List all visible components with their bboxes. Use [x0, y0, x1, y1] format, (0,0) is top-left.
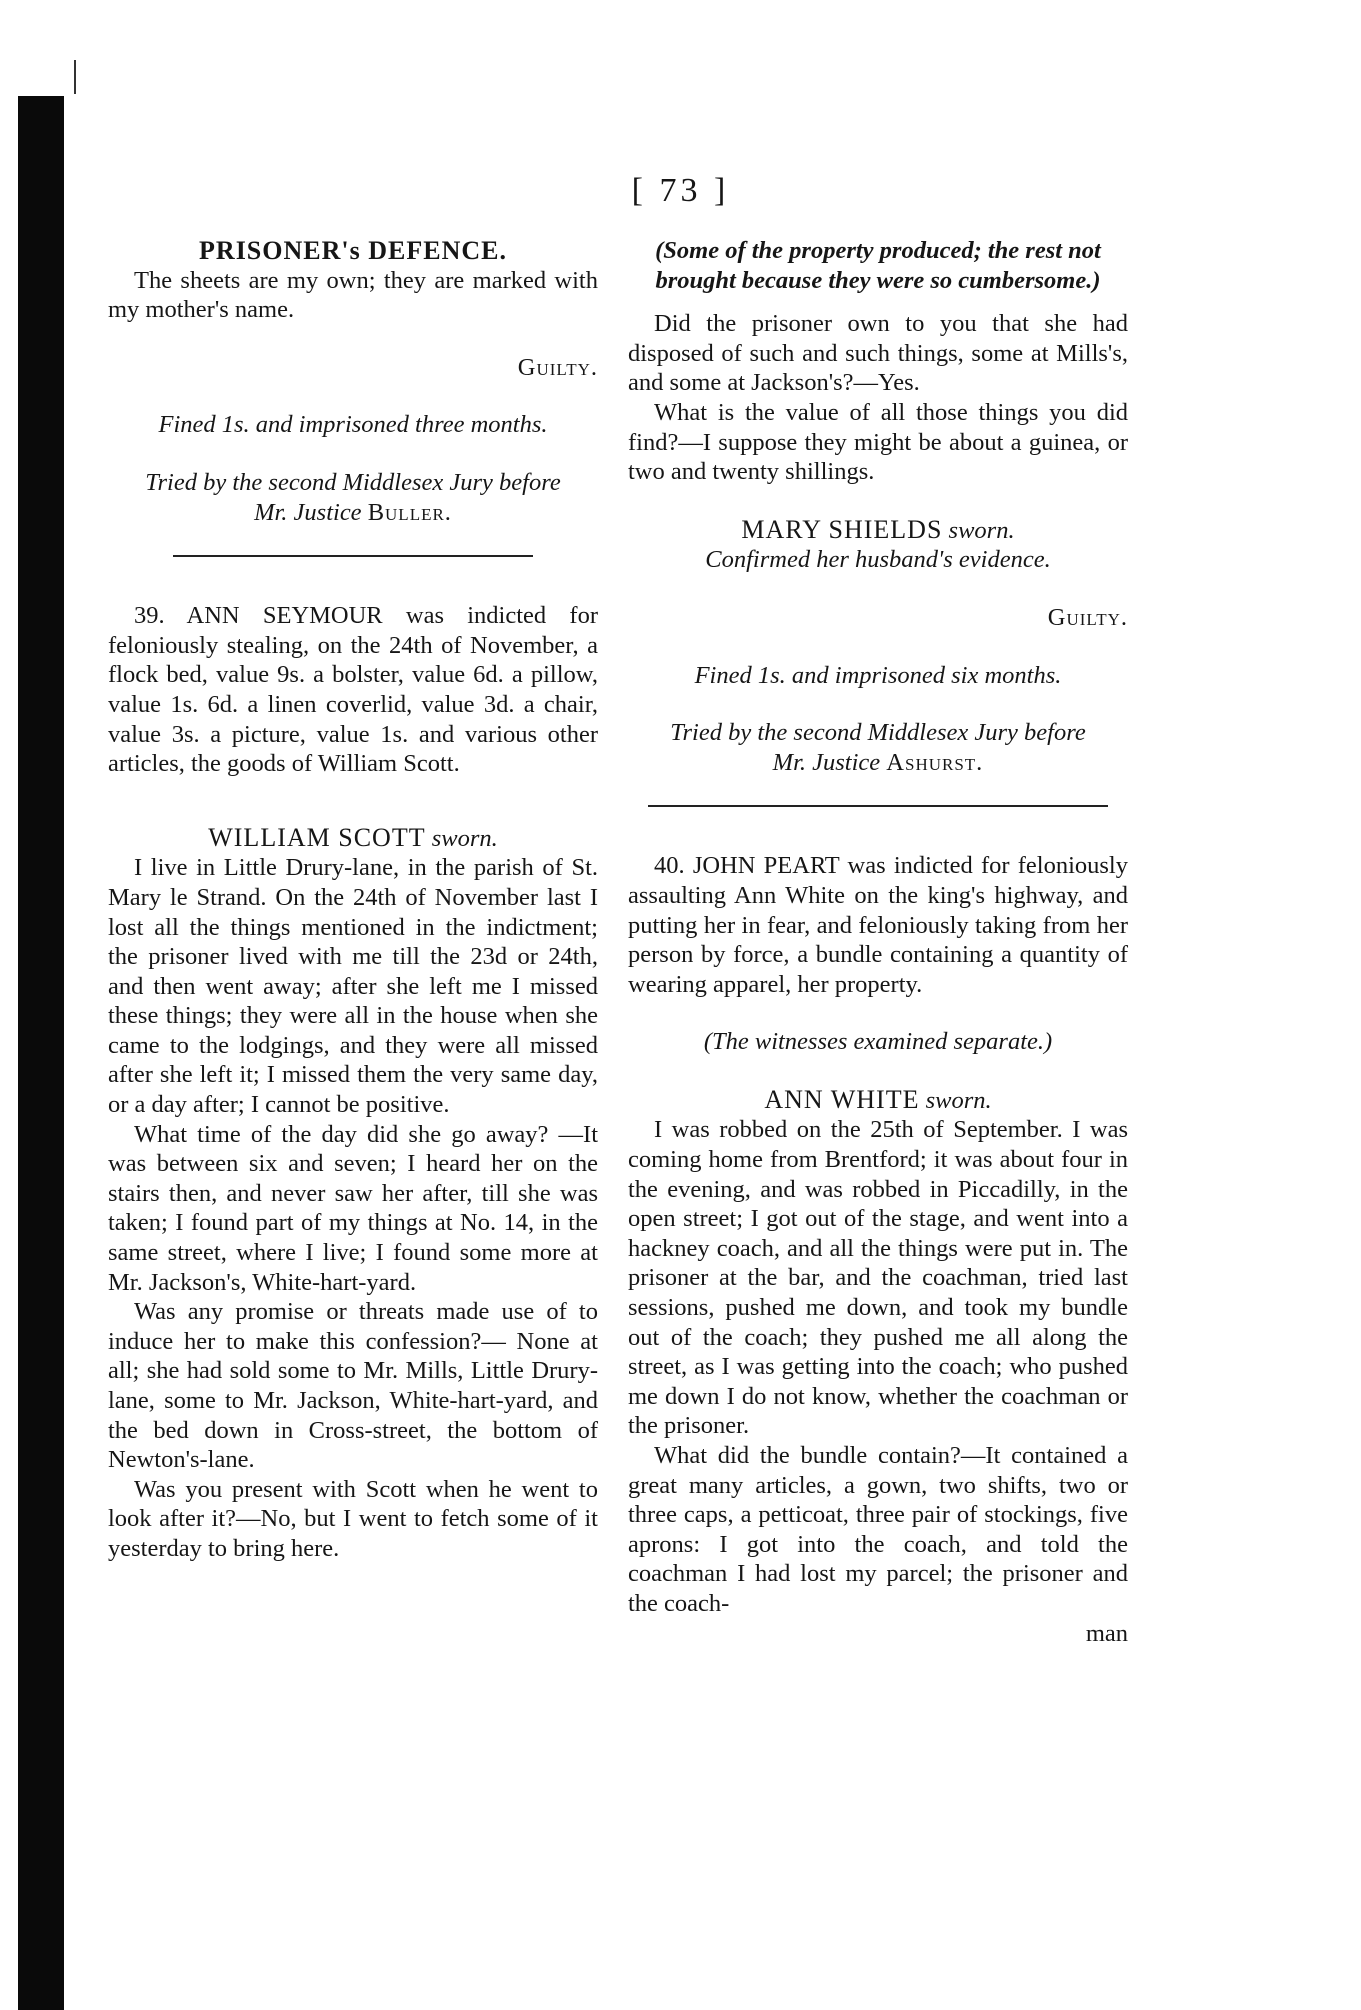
scan-mark: [74, 60, 76, 94]
witnesses-note: (The witnesses examined separate.): [703, 1028, 1053, 1056]
judge-prefix: Mr. Justice: [772, 748, 881, 776]
defence-heading: PRISONER's DEFENCE.: [199, 236, 507, 265]
witness-name: ANN WHITE: [764, 1084, 920, 1114]
page-number: [ 73 ]: [631, 172, 730, 209]
witness-sworn: sworn.: [948, 516, 1015, 544]
witness-heading: [108, 823, 598, 854]
judge-prefix: Mr. Justice: [254, 498, 362, 526]
witness-sworn: sworn.: [925, 1086, 992, 1114]
book-spine-shadow: [18, 96, 64, 2010]
tried-line: Tried by the second Middlesex Jury before: [145, 468, 561, 496]
tried-line: Tried by the second Middlesex Jury before: [670, 719, 1086, 747]
tried-judge: [108, 498, 598, 528]
judge-name: Buller.: [367, 498, 452, 526]
case-40-indictment: 40. JOHN PEART was indicted for feloniously assaulting Ann White on the king's highway, and putting her in fear, and feloniously taking from her person by force, a bundle containing a quantity of wearing apparel, her property.: [628, 852, 1128, 998]
case-39-indictment: 39. ANN SEYMOUR was indicted for feloniously stealing, on the 24th of November, a flock bed, value 9s. a bolster, value 6d. a pillow, value 1s. 6d. a linen coverlid, value 3d. a chair, value 3s. a picture, value 1s. and various other articles, the goods of William Scott.: [108, 602, 598, 778]
testimony-paragraph: I live in Little Drury-lane, in the parish of St. Mary le Strand. On the 24th of November last I lost all the things mentioned in the indictment; the prisoner lived with me till the 23d or 24th, and then went away; after she left me I missed these things; they were all in the house when she came to the lodgings, and they were all missed after she left it; I missed them the very same day, or a day after; I cannot be positive.: [108, 854, 598, 1119]
confirmed-evidence: Confirmed her husband's evidence.: [705, 546, 1051, 574]
witness-heading: [628, 1085, 1128, 1116]
defence-text: The sheets are my own; they are marked with my mother's name.: [108, 266, 598, 324]
sentence: Fined 1s. and imprisoned six months.: [694, 661, 1062, 689]
testimony-paragraph: What did the bundle contain?—It contained a great many articles, a gown, two shifts, two or three caps, a petticoat, three pair of stockings, five aprons: I got into the coach, and told the coachman I had lost my parcel; the prisoner and the coach-: [628, 1442, 1128, 1617]
witness-name: WILLIAM SCOTT: [208, 822, 426, 852]
testimony-paragraph: I was robbed on the 25th of September. I was coming home from Brentford; it was about four in the evening, and was robbed in Piccadilly, in the open street; I got out of the stage, and went into a hackney coach, and all the things were put in. The prisoner at the bar, and the coachman, tried last sessions, pushed me down, and took my bundle out of the coach; they pushed me all along the street, as I was getting into the coach; who pushed me down I do not know, whether the coachman or the prisoner.: [628, 1116, 1128, 1440]
right-column: [628, 236, 1128, 1648]
witness-name: MARY SHIELDS: [741, 514, 943, 544]
verdict-guilty: Guilty.: [1047, 603, 1128, 631]
witness-sworn: sworn.: [431, 824, 498, 852]
witness-heading: [628, 515, 1128, 546]
testimony-paragraph: What is the value of all those things you did find?—I suppose they might be about a guinea, or two and twenty shillings.: [628, 398, 1128, 486]
sentence: Fined 1s. and imprisoned three months.: [158, 411, 548, 439]
page-edge: [0, 0, 18, 2010]
verdict-guilty: Guilty.: [517, 353, 598, 381]
testimony-paragraph: Was any promise or threats made use of to induce her to make this confession?— None at all; she had sold some to Mr. Mills, Little Drury-lane, some to Mr. Jackson, White-hart-yard, and the bed down in Cross-street, the bottom of Newton's-lane.: [108, 1298, 598, 1474]
judge-name: Ashurst.: [886, 748, 984, 776]
testimony-paragraph: What time of the day did she go away? —It was between six and seven; I heard her on the stairs then, and never saw her after, till she was taken; I found part of my things at No. 14, in the same street, where I live; I found some more at Mr. Jackson's, White-hart-yard.: [108, 1120, 598, 1296]
property-note: (Some of the property produced; the rest not brought because they were so cumbersome.): [655, 237, 1101, 294]
tried-judge: [628, 748, 1128, 778]
testimony-paragraph: Did the prisoner own to you that she had disposed of such and such things, some at Mills's, and some at Jackson's?—Yes.: [628, 310, 1128, 397]
testimony-paragraph: Was you present with Scott when he went to look after it?—No, but I went to fetch some of it yesterday to bring here.: [108, 1475, 598, 1562]
catchword: man: [1085, 1619, 1128, 1647]
left-column: [108, 236, 598, 1564]
